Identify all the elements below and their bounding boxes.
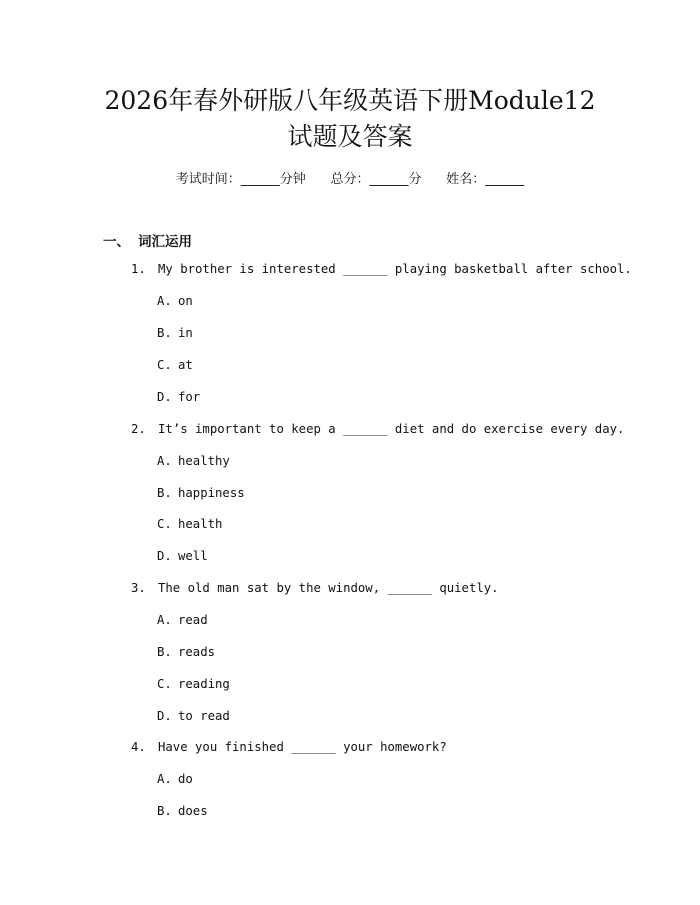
option-3d <box>157 707 230 725</box>
option-text: does <box>178 804 208 818</box>
option-2a <box>157 452 230 470</box>
option-1c <box>157 356 193 374</box>
option-letter: D. <box>157 549 172 563</box>
option-text: to read <box>178 709 230 723</box>
question-number: 4. <box>131 740 146 754</box>
option-text: do <box>178 772 193 786</box>
option-1d <box>157 388 200 406</box>
option-letter: A. <box>157 294 172 308</box>
question-number: 3. <box>131 581 146 595</box>
question-2 <box>131 420 624 438</box>
option-2b <box>157 484 245 502</box>
question-text: It’s important to keep a ______ diet and do exercise every day. <box>158 422 625 436</box>
option-text: reading <box>178 677 230 691</box>
question-3 <box>131 579 499 597</box>
option-3a <box>157 611 208 629</box>
exam-info-line: 考试时间：______分钟 总分：______分 姓名：______ <box>175 172 525 187</box>
section-heading <box>103 230 192 250</box>
option-letter: A. <box>157 454 172 468</box>
page-subtitle: 试题及答案 <box>287 122 413 151</box>
question-text: Have you finished ______ your homework? <box>158 740 447 754</box>
option-text: on <box>178 294 193 308</box>
option-2c <box>157 515 222 533</box>
option-text: well <box>178 549 208 563</box>
option-letter: C. <box>157 358 172 372</box>
option-letter: A. <box>157 613 172 627</box>
section-number: 一、 <box>103 234 130 250</box>
option-text: read <box>178 613 208 627</box>
question-1 <box>131 260 632 278</box>
option-letter: D. <box>157 709 172 723</box>
option-letter: B. <box>157 486 172 500</box>
option-4b <box>157 802 208 820</box>
option-text: reads <box>178 645 216 659</box>
option-4a <box>157 770 193 788</box>
option-letter: C. <box>157 517 172 531</box>
question-text: My brother is interested ______ playing basketball after school. <box>158 262 632 276</box>
option-letter: B. <box>157 645 172 659</box>
option-1b <box>157 324 193 342</box>
section-title: 词汇运用 <box>138 234 192 250</box>
question-4 <box>131 738 447 756</box>
option-text: in <box>178 326 193 340</box>
option-1a <box>157 292 193 310</box>
question-text: The old man sat by the window, ______ quietly. <box>158 581 499 595</box>
option-2d <box>157 547 208 565</box>
option-text: health <box>178 517 223 531</box>
option-letter: A. <box>157 772 172 786</box>
option-3b <box>157 643 215 661</box>
option-text: for <box>178 390 201 404</box>
question-number: 1. <box>131 262 146 276</box>
option-text: at <box>178 358 193 372</box>
page-title: 2026年春外研版八年级英语下册Module12 <box>104 86 596 115</box>
option-3c <box>157 675 230 693</box>
option-letter: D. <box>157 390 172 404</box>
option-text: happiness <box>178 486 245 500</box>
option-letter: B. <box>157 326 172 340</box>
question-number: 2. <box>131 422 146 436</box>
option-letter: C. <box>157 677 172 691</box>
option-text: healthy <box>178 454 230 468</box>
option-letter: B. <box>157 804 172 818</box>
